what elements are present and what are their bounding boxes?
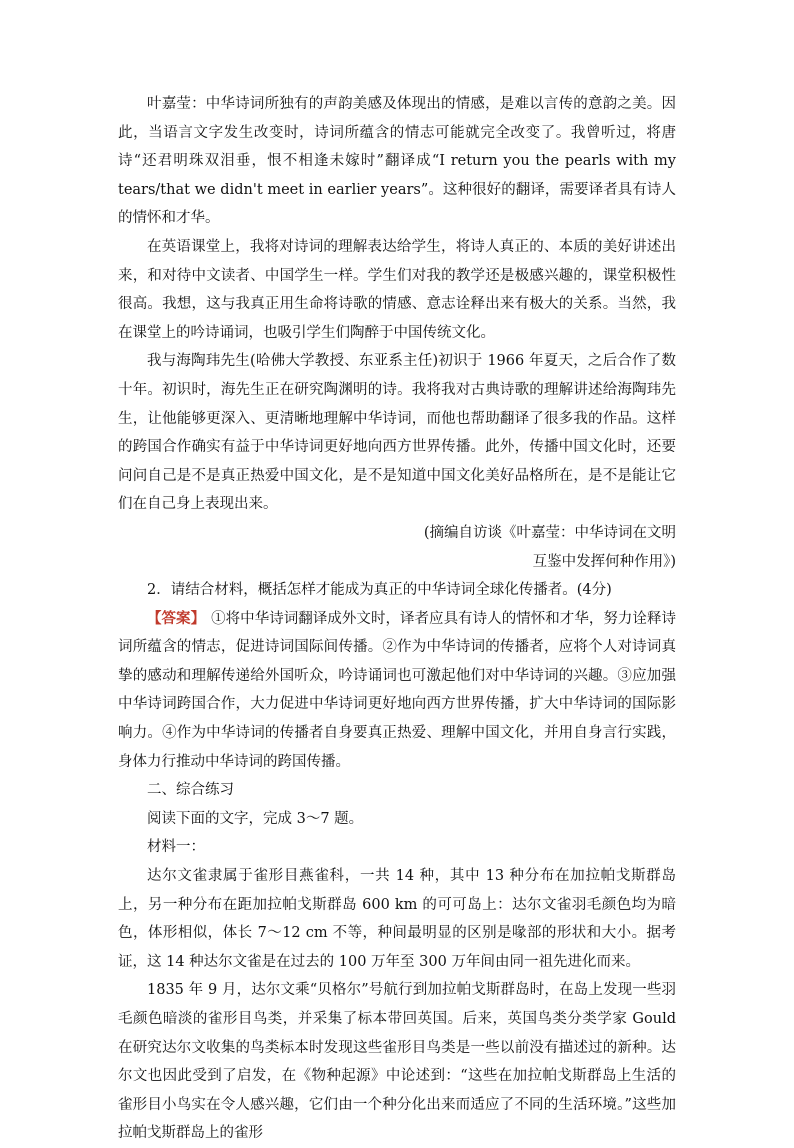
document-page bbox=[118, 90, 676, 1148]
section-heading: 二、综合练习 bbox=[147, 782, 234, 799]
material-label: 材料一： bbox=[147, 839, 205, 856]
material-paragraph-2: 1835 年 9 月，达尔文乘“贝格尔”号航行到加拉帕戈斯群岛时，在岛上发现一些羽毛颜色暗淡的雀形目鸟类，并采集了标本带回英国。后来，英国鸟类分类学家 Gould 在研究达尔文收集的鸟类标本时发现这些雀形目鸟类是一些以前没有描述过的新种。达尔文也因此受到了启发，在《物种起源》中论述到：“这些在加拉帕戈斯群岛上生活的雀形目小鸟实在令人感兴趣，它们由一个种分化出来而适应了不同的生活环境。”这些加拉帕戈斯群岛上的雀形 bbox=[118, 982, 676, 1142]
material-paragraph-1: 达尔文雀隶属于雀形目燕雀科，一共 14 种，其中 13 种分布在加拉帕戈斯群岛上，另一种分布在距加拉帕戈斯群岛 600 km 的可可岛上：达尔文雀羽毛颜色均为暗色，体形相似，体长 7～12 cm 不等，种间最明显的区别是喙部的形状和大小。据考证，这 14 种达尔文雀是在过去的 100 万年至 300 万年间由同一祖先进化而来。 bbox=[118, 868, 676, 970]
section-instruction: 阅读下面的文字，完成 3～7 题。 bbox=[147, 810, 364, 827]
source-citation-line-2: 互鉴中发挥何种作用》) bbox=[532, 553, 676, 570]
answer-2-text: ①将中华诗词翻译成外文时，译者应具有诗人的情怀和才华，努力诠释诗词所蕴含的情志，促进诗词国际间传播。②作为中华诗词的传播者，应将个人对诗词真挚的感动和理解传递给外国听众，吟诗诵词也可激起他们对中华诗词的兴趣。③应加强中华诗词跨国合作，大力促进中华诗词更好地向西方世界传播，扩大中华诗词的国际影响力。④作为中华诗词的传播者自身要真正热爱、理解中国文化，并用自身言行实践，身体力行推动中华诗词的跨国传播。 bbox=[118, 610, 677, 770]
answer-2 bbox=[118, 605, 676, 777]
passage-paragraph-1: 叶嘉莹：中华诗词所独有的声韵美感及体现出的情感，是难以言传的意韵之美。因此，当语言文字发生改变时，诗词所蕴含的情志可能就完全改变了。我曾听过，将唐诗“还君明珠双泪垂，恨不相逢未嫁时”翻译成“I return you the pearls with my tears/that we didn't meet in earlier years”。这种很好的翻译，需要译者具有诗人的情怀和才华。 bbox=[118, 96, 676, 227]
passage-paragraph-2: 在英语课堂上，我将对诗词的理解表达给学生，将诗人真正的、本质的美好讲述出来，和对待中文读者、中国学生一样。学生们对我的教学还是极感兴趣的，课堂积极性很高。我想，这与我真正用生命将诗歌的情感、意志诠释出来有极大的关系。当然，我在课堂上的吟诗诵词，也吸引学生们陶醉于中国传统文化。 bbox=[118, 238, 676, 341]
source-citation-line-1: (摘编自访谈《叶嘉莹：中华诗词在文明 bbox=[423, 524, 676, 541]
passage-paragraph-3: 我与海陶玮先生(哈佛大学教授、东亚系主任)初识于 1966 年夏天，之后合作了数十年。初识时，海先生正在研究陶渊明的诗。我将我对古典诗歌的理解讲述给海陶玮先生，让他能够更深入、更清晰地理解中华诗词，而他也帮助翻译了很多我的作品。这样的跨国合作确实有益于中华诗词更好地向西方世界传播。此外，传播中国文化时，还要问问自己是不是真正热爱中国文化，是不是知道中国文化美好品格所在，是不是能让它们在自己身上表现出来。 bbox=[118, 353, 676, 513]
answer-tag: 【答案】 bbox=[147, 609, 206, 627]
question-2: 2．请结合材料，概括怎样才能成为真正的中华诗词全球化传播者。(4分) bbox=[147, 582, 612, 599]
